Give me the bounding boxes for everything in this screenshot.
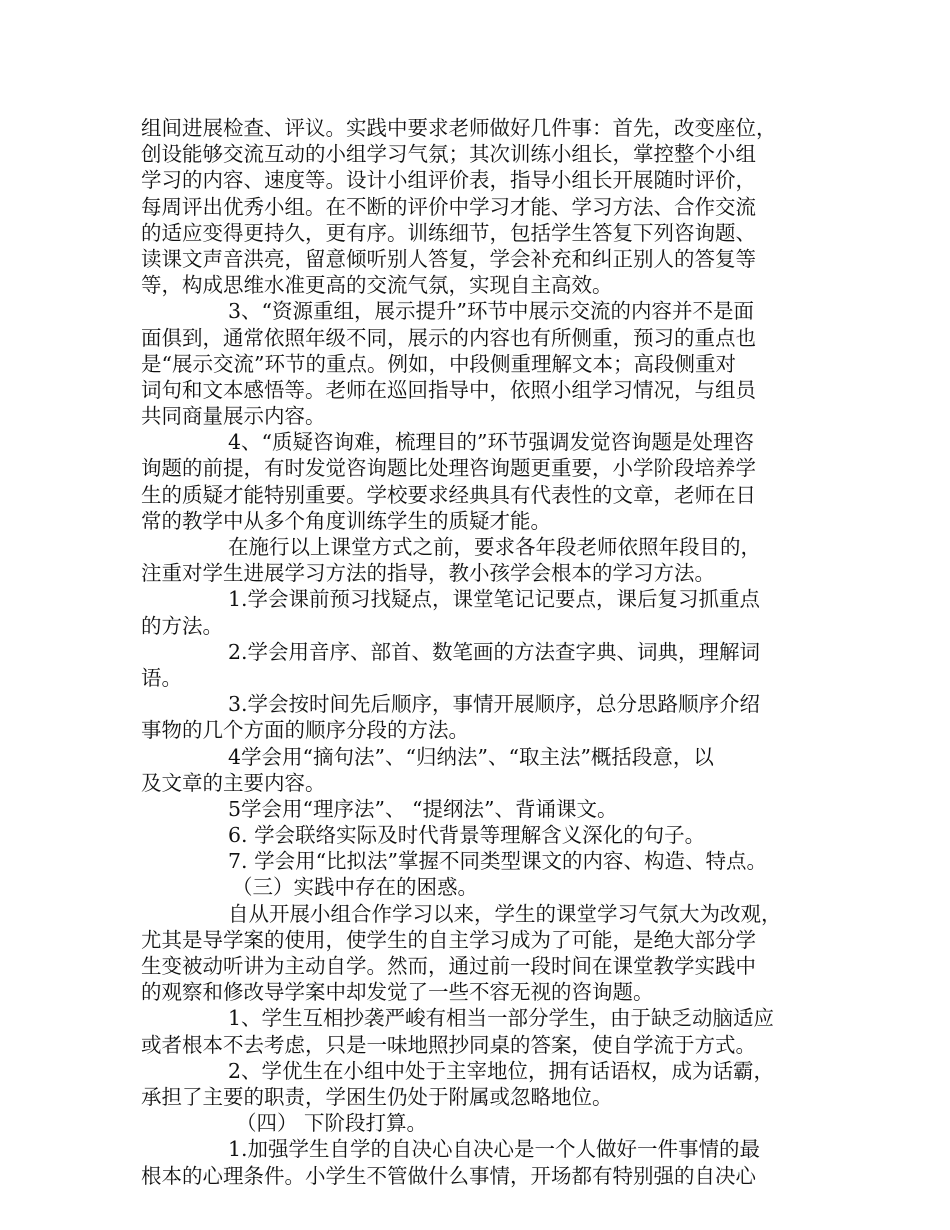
text-line: 读课文声音洪亮，留意倾听别人答复，学会补充和纠正别人的答复等 xyxy=(141,246,756,271)
list-item-line: 1.加强学生自学的自决心自决心是一个人做好一件事情的最 xyxy=(228,1137,761,1162)
text-line: 的适应变得更持久，更有序。训练细节，包括学生答复下列咨询题、 xyxy=(141,220,756,245)
text-line: 注重对学生进展学习方法的指导，教小孩学会根本的学习方法。 xyxy=(141,561,715,586)
text-line: 的观察和修改导学案中却发觉了一些不容无视的咨询题。 xyxy=(141,980,654,1005)
text-line: 组间进展检查、评议。实践中要求老师做好几件事：首先，改变座位， xyxy=(141,116,777,140)
text-line: 是“展示交流”环节的重点。例如，中段侧重理解文本；高段侧重对 xyxy=(141,351,736,376)
text-line: 或者根本不去考虑，只是一味地照抄同桌的答案，使自学流于方式。 xyxy=(141,1032,756,1057)
document-page xyxy=(141,115,831,1189)
paragraph-start-line: 在施行以上课堂方式之前，要求各年段老师依照年段目的， xyxy=(228,535,761,559)
text-line: 及文章的主要内容。 xyxy=(141,770,326,795)
list-item-line: 3.学会按时间先后顺序，事情开展顺序，总分思路顺序介绍 xyxy=(228,692,761,717)
list-item-line: 5学会用“理序法”、 “提纲法”、背诵课文。 xyxy=(228,796,618,821)
paragraph-start-line: 2、学优生在小组中处于主宰地位，拥有话语权，成为话霸， xyxy=(228,1058,775,1083)
text-line: 生变被动听讲为主动自学。然而，通过前一段时间在课堂教学实践中 xyxy=(141,954,756,978)
text-line: 语。 xyxy=(141,665,182,690)
text-line: 面俱到，通常依照年级不同，展示的内容也有所侧重，预习的重点也 xyxy=(141,325,756,350)
text-line: 等，构成思维水准更高的交流气氛，实现自主高效。 xyxy=(141,273,613,298)
text-line: 共同商量展示内容。 xyxy=(141,404,326,429)
list-item-line: 1.学会课前预习找疑点，课堂笔记记要点，课后复习抓重点 xyxy=(228,587,761,612)
text-line: 询题的前提，有时发觉咨询题比处理咨询题更重要，小学阶段培养学 xyxy=(141,456,756,481)
list-item-line: 4学会用“摘句法”、“归纳法”、“取主法”概括段意，以 xyxy=(228,744,714,769)
text-line: 根本的心理条件。小学生不管做什么事情，开场都有特别强的自决心 xyxy=(141,1163,756,1188)
text-line: 创设能够交流互动的小组学习气氛；其次训练小组长，掌控整个小组 xyxy=(141,142,756,167)
text-line: 生的质疑才能特别重要。学校要求经典具有代表性的文章，老师在日 xyxy=(141,482,756,507)
list-item-line: 7. 学会用“比拟法”掌握不同类型课文的内容、构造、特点。 xyxy=(228,849,768,874)
text-line: 承担了主要的职责，学困生仍处于附属或忽略地位。 xyxy=(141,1084,613,1109)
text-line: 学习的内容、速度等。设计小组评价表，指导小组长开展随时评价， xyxy=(141,168,756,193)
text-line: 尤其是导学案的使用，使学生的自主学习成为了可能，是绝大部分学 xyxy=(141,927,756,952)
paragraph-start-line: 3、“资源重组，展示提升”环节中展示交流的内容并不是面 xyxy=(228,299,755,324)
text-line: 事物的几个方面的顺序分段的方法。 xyxy=(141,718,469,743)
text-line: 每周评出优秀小组。在不断的评价中学习才能、学习方法、合作交流 xyxy=(141,194,756,219)
text-line: 的方法。 xyxy=(141,613,223,638)
text-line: 常的教学中从多个角度训练学生的质疑才能。 xyxy=(141,508,551,533)
section-heading: （三）实践中存在的困惑。 xyxy=(232,875,478,900)
list-item-line: 2.学会用音序、部首、数笔画的方法查字典、词典，理解词 xyxy=(228,639,761,664)
section-heading: （四） 下阶段打算。 xyxy=(236,1111,428,1136)
paragraph-start-line: 自从开展小组合作学习以来，学生的课堂学习气氛大为改观， xyxy=(228,901,782,926)
list-item-line: 6. 学会联络实际及时代背景等理解含义深化的句子。 xyxy=(228,823,706,848)
text-line: 词句和文本感悟等。老师在巡回指导中，依照小组学习情况，与组员 xyxy=(141,377,756,402)
paragraph-start-line: 1、学生互相抄袭严峻有相当一部分学生，由于缺乏动脑适应 xyxy=(228,1006,775,1031)
paragraph-start-line: 4、“质疑咨询难，梳理目的”环节强调发觉咨询题是处理咨 xyxy=(228,430,755,455)
